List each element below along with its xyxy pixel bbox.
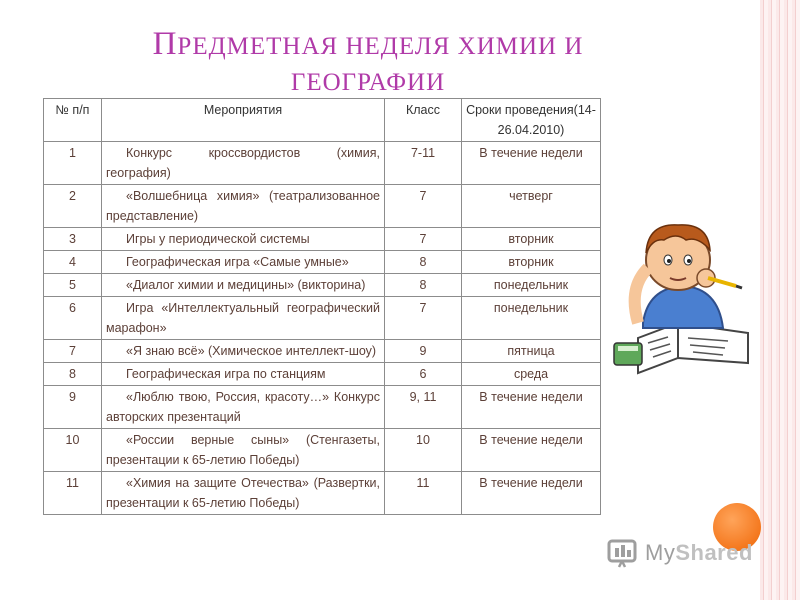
- row-date: вторник: [462, 251, 601, 274]
- row-event: «России верные сыны» (Стенгазеты, презентации к 65-летию Победы): [102, 429, 385, 472]
- header-num: № п/п: [44, 99, 102, 142]
- table-row: [44, 297, 601, 340]
- row-grade: 9, 11: [385, 386, 462, 429]
- row-grade: 10: [385, 429, 462, 472]
- row-num: 4: [44, 251, 102, 274]
- row-grade: 7-11: [385, 142, 462, 185]
- row-date: пятница: [462, 340, 601, 363]
- decorative-border: [760, 0, 800, 600]
- watermark-logo: MyShared: [607, 536, 753, 570]
- row-event: Географическая игра по станциям: [102, 363, 385, 386]
- row-grade: 9: [385, 340, 462, 363]
- table-row: [44, 386, 601, 429]
- row-date: понедельник: [462, 274, 601, 297]
- student-reading-icon: [598, 198, 758, 383]
- table-row: [44, 363, 601, 386]
- row-event: «Диалог химии и медицины» (викторина): [102, 274, 385, 297]
- table-row: [44, 228, 601, 251]
- table-row: [44, 472, 601, 515]
- row-grade: 8: [385, 274, 462, 297]
- row-num: 3: [44, 228, 102, 251]
- row-num: 5: [44, 274, 102, 297]
- row-event: «Люблю твою, Россия, красоту…» Конкурс авторских презентаций: [102, 386, 385, 429]
- row-num: 1: [44, 142, 102, 185]
- header-grade: Класс: [385, 99, 462, 142]
- row-date: вторник: [462, 228, 601, 251]
- row-date: В течение недели: [462, 142, 601, 185]
- row-grade: 7: [385, 185, 462, 228]
- table-row: [44, 274, 601, 297]
- schedule-table: [43, 98, 601, 515]
- table-row: [44, 142, 601, 185]
- row-grade: 7: [385, 228, 462, 251]
- row-event: «Я знаю всё» (Химическое интеллект-шоу): [102, 340, 385, 363]
- row-event: «Волшебница химия» (театрализованное представление): [102, 185, 385, 228]
- row-num: 6: [44, 297, 102, 340]
- header-dates: Сроки проведения(14-26.04.2010): [462, 99, 601, 142]
- row-event: Игра «Интеллектуальный географический марафон»: [102, 297, 385, 340]
- row-date: понедельник: [462, 297, 601, 340]
- row-event: Географическая игра «Самые умные»: [102, 251, 385, 274]
- table-row: [44, 185, 601, 228]
- table-row: [44, 340, 601, 363]
- row-date: В течение недели: [462, 472, 601, 515]
- row-date: среда: [462, 363, 601, 386]
- row-num: 9: [44, 386, 102, 429]
- header-events: Мероприятия: [102, 99, 385, 142]
- row-grade: 7: [385, 297, 462, 340]
- row-num: 2: [44, 185, 102, 228]
- row-grade: 6: [385, 363, 462, 386]
- row-num: 10: [44, 429, 102, 472]
- row-num: 7: [44, 340, 102, 363]
- page-title: ПРЕДМЕТНАЯ НЕДЕЛЯ ХИМИИ И ГЕОГРАФИИ: [152, 26, 584, 96]
- row-event: Игры у периодической системы: [102, 228, 385, 251]
- row-num: 11: [44, 472, 102, 515]
- table-row: [44, 251, 601, 274]
- row-date: четверг: [462, 185, 601, 228]
- row-num: 8: [44, 363, 102, 386]
- row-grade: 11: [385, 472, 462, 515]
- row-date: В течение недели: [462, 386, 601, 429]
- row-date: В течение недели: [462, 429, 601, 472]
- table-header-row: [44, 99, 601, 142]
- row-event: Конкурс кроссвордистов (химия, география): [102, 142, 385, 185]
- table-row: [44, 429, 601, 472]
- row-event: «Химия на защите Отечества» (Развертки, презентации к 65-летию Победы): [102, 472, 385, 515]
- myshared-logo-icon: [607, 538, 641, 568]
- row-grade: 8: [385, 251, 462, 274]
